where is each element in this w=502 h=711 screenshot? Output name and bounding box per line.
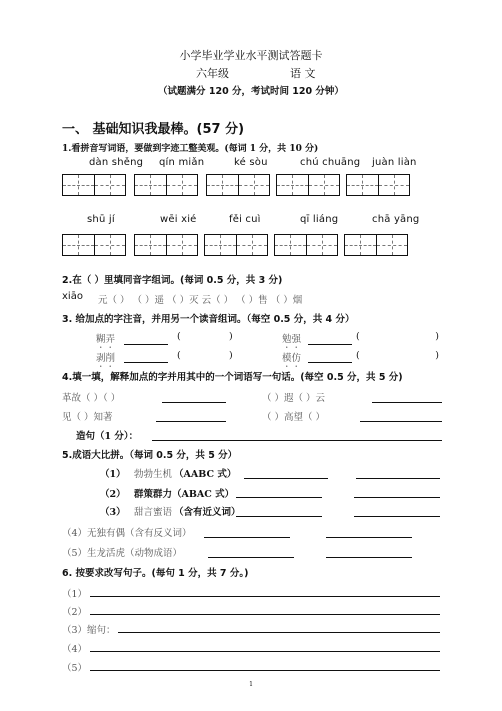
q3-paren-2[interactable]: ( )	[356, 331, 439, 342]
q6-line-2[interactable]	[90, 614, 440, 615]
q5-2-blank-a[interactable]	[236, 497, 322, 498]
q6-line-1[interactable]	[90, 596, 440, 597]
q1-instruction: 1.看拼音写词语，要做到字迹工整美观。(每词 1 分，共 10 分)	[62, 144, 319, 154]
writing-grid[interactable]	[274, 234, 338, 256]
q3-word-2: 勉强	[282, 334, 302, 345]
q5-3-word: 甜言蜜语	[134, 507, 173, 518]
writing-grid[interactable]	[276, 174, 340, 196]
pinyin-1: dàn shěng	[89, 157, 144, 168]
writing-grid[interactable]	[62, 234, 126, 256]
q6-line-3[interactable]	[118, 632, 440, 633]
pinyin-5: juàn liàn	[372, 157, 417, 168]
writing-grid[interactable]	[344, 234, 408, 256]
writing-grid[interactable]	[134, 174, 198, 196]
q3-blank-2[interactable]	[308, 344, 352, 345]
q2-pinyin: xiāo	[62, 291, 83, 302]
q3-paren-4[interactable]: ( )	[356, 350, 439, 361]
pinyin-2: qín miǎn	[159, 157, 205, 168]
q5-5-blank-b[interactable]	[326, 557, 412, 558]
q6-line-1-label: （1）	[62, 589, 88, 600]
page-title: 小学毕业学业水平测试答题卡	[179, 49, 323, 62]
q5-4-blank-a[interactable]	[204, 537, 290, 538]
pinyin-10: chā yāng	[372, 214, 420, 225]
q5-5: （5）生龙活虎（动物成语）	[62, 548, 183, 559]
q6-instruction: 6. 按要求改写句子。(每句 1 分，共 7 分。)	[62, 568, 249, 579]
q6-line-5-label: （5）	[62, 663, 88, 674]
q5-5-blank-a[interactable]	[208, 557, 294, 558]
subject-label: 语 文	[290, 67, 316, 80]
q5-1-blank-a[interactable]	[244, 478, 328, 479]
writing-grid[interactable]	[206, 174, 270, 196]
q5-4: （4）无独有偶（含有反义词）	[62, 528, 192, 539]
q5-2-blank-b[interactable]	[354, 497, 440, 498]
q3-blank-3[interactable]	[124, 362, 168, 363]
q5-3-num: （3）	[100, 507, 126, 518]
q5-instruction: 5.成语大比拼。（每词 0.5 分，共 5 分）	[62, 450, 238, 461]
q4-blank-2[interactable]	[372, 402, 442, 403]
q4-instruction: 4.填一填，解释加点的字并用其中的一个词语写一句话。(每空 0.5 分，共 5 分)	[62, 372, 403, 383]
q5-2-num: （2）	[100, 489, 126, 500]
pinyin-4: chú chuāng	[300, 157, 361, 168]
q5-4-blank-b[interactable]	[326, 537, 412, 538]
pinyin-9: qī liáng	[300, 214, 339, 225]
q4-sentence-line[interactable]	[152, 440, 442, 441]
pinyin-7: wēi xié	[160, 214, 197, 225]
q4-item-1: 革故（ ）（ ）	[62, 393, 121, 404]
q3-blank-4[interactable]	[308, 362, 352, 363]
section-title: 一、 基础知识我最棒。(57 分)	[62, 122, 245, 137]
q2-items: 元（ ） （ ）遥 （ ）灭 云（ ） （ ）售 （ ）烟	[98, 295, 303, 306]
q3-word-4: 模仿	[282, 353, 302, 364]
q5-1-word: 勃勃生机	[134, 469, 173, 480]
q6-line-5[interactable]	[90, 670, 440, 671]
grade-label: 六年级	[196, 67, 229, 80]
q3-blank-1[interactable]	[124, 344, 168, 345]
q3-paren-3[interactable]: ( )	[177, 350, 233, 361]
q4-blank-3[interactable]	[156, 421, 226, 422]
q2-instruction: 2.在（ ）里填同音字组词。(每词 0.5 分，共 3 分)	[62, 275, 283, 286]
q5-2-word: 群策群力（ABAC 式）	[134, 489, 235, 500]
q5-3-blank-b[interactable]	[354, 516, 440, 517]
q5-1-blank-b[interactable]	[356, 478, 440, 479]
pinyin-6: shū jí	[87, 214, 115, 225]
q5-1-type: （AABC 式）	[174, 469, 237, 480]
q6-line-2-label: （2）	[62, 607, 88, 618]
q4-item-3: 见（ ）知著	[62, 412, 113, 423]
q6-line-4[interactable]	[90, 651, 440, 652]
q4-item-4: （ ）高望（ ）	[262, 412, 326, 423]
q6-line-4-label: （4）	[62, 644, 88, 655]
q5-1-num: （1）	[100, 469, 126, 480]
q4-item-2: （ ）遐（ ）云	[262, 393, 326, 404]
writing-grid[interactable]	[346, 174, 410, 196]
q3-instruction: 3. 给加点的字注音，并用另一个读音组词。（每空 0.5 分，共 4 分）	[62, 314, 355, 325]
q3-word-3: 剥削	[96, 353, 116, 364]
q3-paren-1[interactable]: ( )	[177, 331, 233, 342]
q4-sentence-label: 造句（1 分）：	[76, 431, 139, 442]
writing-grid[interactable]	[134, 234, 198, 256]
q4-blank-4[interactable]	[360, 421, 442, 422]
q4-blank-1[interactable]	[162, 402, 226, 403]
q5-3-type: （含有近义词）	[174, 507, 241, 518]
pinyin-8: fěi cuì	[229, 214, 261, 225]
q5-3-blank-a[interactable]	[236, 516, 322, 517]
q3-word-1: 糊弄	[96, 334, 116, 345]
exam-note: （试题满分 120 分，考试时间 120 分钟）	[158, 86, 344, 97]
writing-grid[interactable]	[62, 174, 126, 196]
q6-line-3-label: （3）缩句：	[62, 625, 116, 636]
pinyin-3: ké sòu	[234, 157, 268, 168]
page-number: 1	[249, 681, 253, 688]
writing-grid[interactable]	[204, 234, 268, 256]
